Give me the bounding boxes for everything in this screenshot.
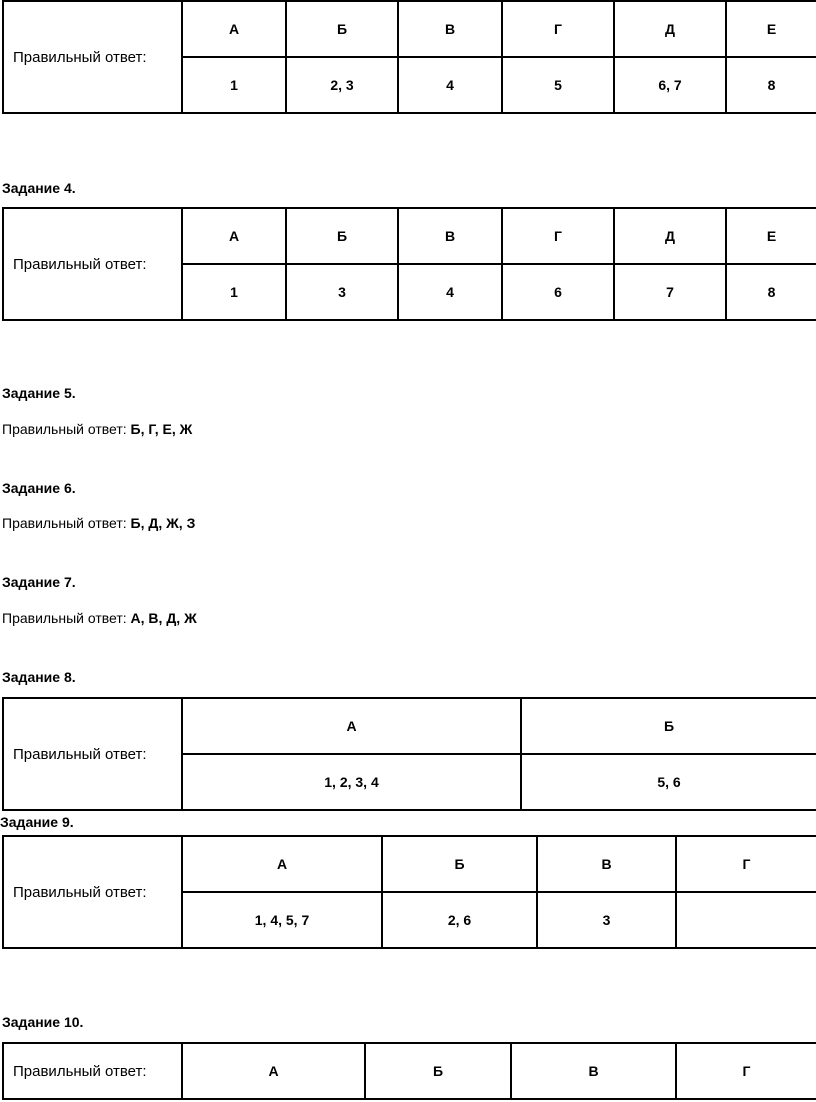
header-cell: Д bbox=[614, 1, 726, 57]
answer-label: Правильный ответ: bbox=[3, 836, 182, 948]
header-cell: А bbox=[182, 836, 382, 892]
answer-line bbox=[2, 610, 197, 626]
value-cell: 8 bbox=[726, 57, 816, 113]
task-heading: Задание 6. bbox=[2, 480, 76, 496]
header-cell: Б bbox=[365, 1043, 511, 1099]
value-cell: 8 bbox=[726, 264, 816, 320]
answer-value: Б, Д, Ж, З bbox=[130, 515, 196, 531]
value-cell: 3 bbox=[286, 264, 398, 320]
header-cell: А bbox=[182, 1043, 365, 1099]
answer-table-task10 bbox=[2, 1042, 816, 1100]
answer-label: Правильный ответ: bbox=[3, 208, 182, 320]
answer-line bbox=[2, 421, 192, 437]
task-heading: Задание 7. bbox=[2, 574, 76, 590]
value-cell: 6, 7 bbox=[614, 57, 726, 113]
answer-table-task3 bbox=[2, 0, 816, 114]
value-cell: 6 bbox=[502, 264, 614, 320]
answer-table-task9 bbox=[2, 835, 816, 949]
header-cell: Г bbox=[676, 1043, 816, 1099]
value-cell: 1 bbox=[182, 57, 286, 113]
answer-table-task4 bbox=[2, 207, 816, 321]
header-cell: А bbox=[182, 1, 286, 57]
header-cell: Г bbox=[502, 1, 614, 57]
value-cell: 4 bbox=[398, 57, 502, 113]
value-cell bbox=[676, 892, 816, 948]
task-heading: Задание 9. bbox=[0, 814, 74, 830]
header-cell: А bbox=[182, 208, 286, 264]
answer-value: Б, Г, Е, Ж bbox=[130, 421, 193, 437]
header-cell: В bbox=[511, 1043, 676, 1099]
value-cell: 7 bbox=[614, 264, 726, 320]
header-cell: Е bbox=[726, 1, 816, 57]
task-heading: Задание 8. bbox=[2, 669, 76, 685]
value-cell: 2, 6 bbox=[382, 892, 537, 948]
answer-label: Правильный ответ: bbox=[3, 1043, 182, 1099]
answer-label: Правильный ответ: bbox=[3, 698, 182, 810]
header-cell: А bbox=[182, 698, 521, 754]
header-cell: Б bbox=[286, 1, 398, 57]
answer-table-task8 bbox=[2, 697, 816, 811]
header-cell: Г bbox=[502, 208, 614, 264]
value-cell: 1, 4, 5, 7 bbox=[182, 892, 382, 948]
header-cell: В bbox=[398, 208, 502, 264]
header-cell: Б bbox=[521, 698, 816, 754]
header-cell: Г bbox=[676, 836, 816, 892]
task-heading: Задание 5. bbox=[2, 385, 76, 401]
value-cell: 5, 6 bbox=[521, 754, 816, 810]
value-cell: 1, 2, 3, 4 bbox=[182, 754, 521, 810]
answer-label: Правильный ответ: bbox=[2, 610, 127, 626]
header-cell: В bbox=[537, 836, 676, 892]
answer-label: Правильный ответ: bbox=[3, 1, 182, 113]
value-cell: 5 bbox=[502, 57, 614, 113]
header-cell: Б bbox=[382, 836, 537, 892]
header-cell: Д bbox=[614, 208, 726, 264]
value-cell: 1 bbox=[182, 264, 286, 320]
answer-label: Правильный ответ: bbox=[2, 515, 127, 531]
task-heading: Задание 10. bbox=[2, 1014, 84, 1030]
header-cell: Б bbox=[286, 208, 398, 264]
value-cell: 4 bbox=[398, 264, 502, 320]
task-heading: Задание 4. bbox=[2, 180, 76, 196]
answer-line bbox=[2, 515, 195, 531]
answer-value: А, В, Д, Ж bbox=[130, 610, 197, 626]
answer-label: Правильный ответ: bbox=[2, 421, 127, 437]
header-cell: Е bbox=[726, 208, 816, 264]
value-cell: 2, 3 bbox=[286, 57, 398, 113]
value-cell: 3 bbox=[537, 892, 676, 948]
header-cell: В bbox=[398, 1, 502, 57]
